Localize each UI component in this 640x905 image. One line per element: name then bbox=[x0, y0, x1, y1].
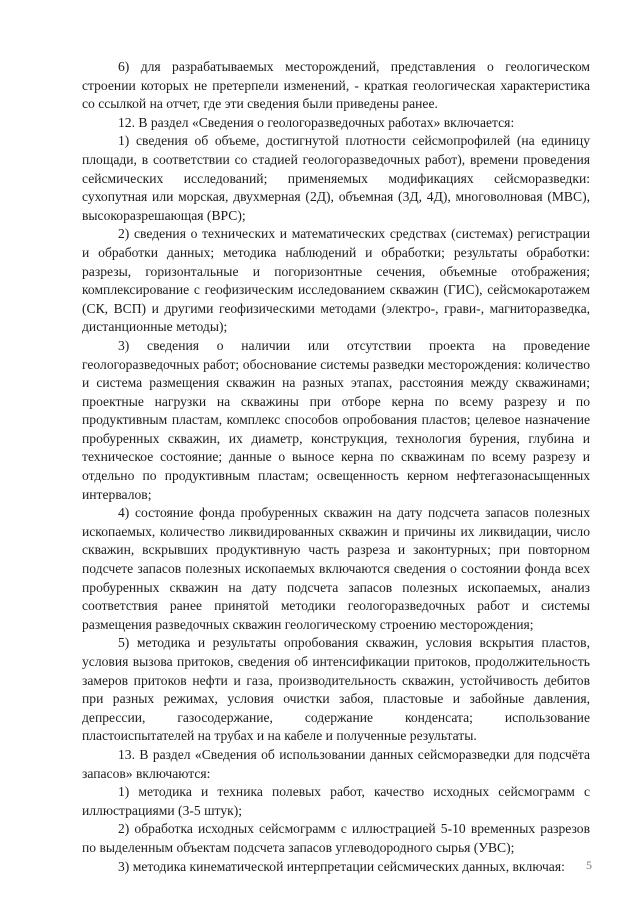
paragraph-item-2: 2) сведения о технических и математических средствах (системах) регистрации и обработки данных; методика наблюдений и обработки; результаты обработки: разрезы, горизонтальные и погоризонтные сечения, объемные отображения; комплексирование с геофизическим исследованием скважин (ГИС), сейсмокаротажем (СК, ВСП) и другими геофизическими методами (электро-, грави-, магниторазведка, дистанционные методы); bbox=[82, 226, 590, 335]
paragraph-item-2: 2) обработка исходных сейсмограмм с иллюстрацией 5-10 временных разрезов по выделенным объектам подсчета запасов углеводородного сырья (УВС); bbox=[82, 821, 590, 855]
paragraph-item-4: 4) состояние фонда пробуренных скважин на дату подсчета запасов полезных ископаемых, количество ликвидированных скважин и причины их ликвидации, число скважин, вскрывших продуктивную часть разреза и законтурных; при повторном подсчете запасов полезных ископаемых включаются сведения о состоянии фонда всех пробуренных скважин на дату подсчета запасов полезных ископаемых, анализ соответствия ранее принятой методики геологоразведочных работ и системы размещения разведочных скважин геологическому строению месторождения; bbox=[82, 505, 590, 632]
paragraph-item-3: 3) сведения о наличии или отсутствии проекта на проведение геологоразведочных работ; обоснование системы разведки месторождения: количество и система размещения скважин на разных этапах, расстояния между скважинами; проектные нагрузки на скважины при отборе керна по всему разрезу и по продуктивным пластам, комплекс способов опробования пластов; целевое назначение пробуренных скважин, их диаметр, конструкция, технология бурения, глубина и техническое состояние; данные о выносе керна по скважинам по всему разрезу и отдельно по продуктивным пластам; освещенность керном нефтегазонасыщенных интервалов; bbox=[82, 337, 590, 502]
paragraph-item-5: 5) методика и результаты опробования скважин, условия вскрытия пластов, условия вызова притоков, сведения об интенсификации притоков, продолжительность замеров притоков нефти и газа, производительность скважин, устойчивость дебитов при разных режимах, условия очистки забоя, пластовые и забойные давления, депрессии, газосодержание, содержание конденсата; использование пластоиспытателей на трубах и на кабеле и полученные результаты. bbox=[82, 635, 590, 744]
paragraph-item-1: 1) сведения об объеме, достигнутой плотности сейсмопрофилей (на единицу площади, в соответствии со стадией геологоразведочных работ), времени проведения сейсмических исследований; применяемых модификациях сейсморазведки: сухопутная или морская, двухмерная (2Д), объемная (3Д, 4Д), многоволновая (МВС), высокоразрешающая (ВРС); bbox=[82, 133, 590, 223]
section-12-heading: 12. В раздел «Сведения о геологоразведочных работах» включается: bbox=[118, 114, 515, 130]
document-page bbox=[82, 58, 590, 876]
paragraph-item-3: 3) методика кинематической интерпретации сейсмических данных, включая: bbox=[118, 858, 565, 874]
paragraph-item-6: 6) для разрабатываемых месторождений, представления о геологическом строении которых не претерпели изменений, - краткая геологическая характеристика со ссылкой на отчет, где эти сведения были приведены ранее. bbox=[82, 59, 590, 112]
page-number: 5 bbox=[586, 858, 592, 872]
paragraph-item-1: 1) методика и техника полевых работ, качество исходных сейсмограмм с иллюстрациями (3-5 штук); bbox=[82, 784, 590, 818]
section-13-heading: 13. В раздел «Сведения об использовании данных сейсморазведки для подсчёта запасов» включаются: bbox=[82, 746, 590, 781]
